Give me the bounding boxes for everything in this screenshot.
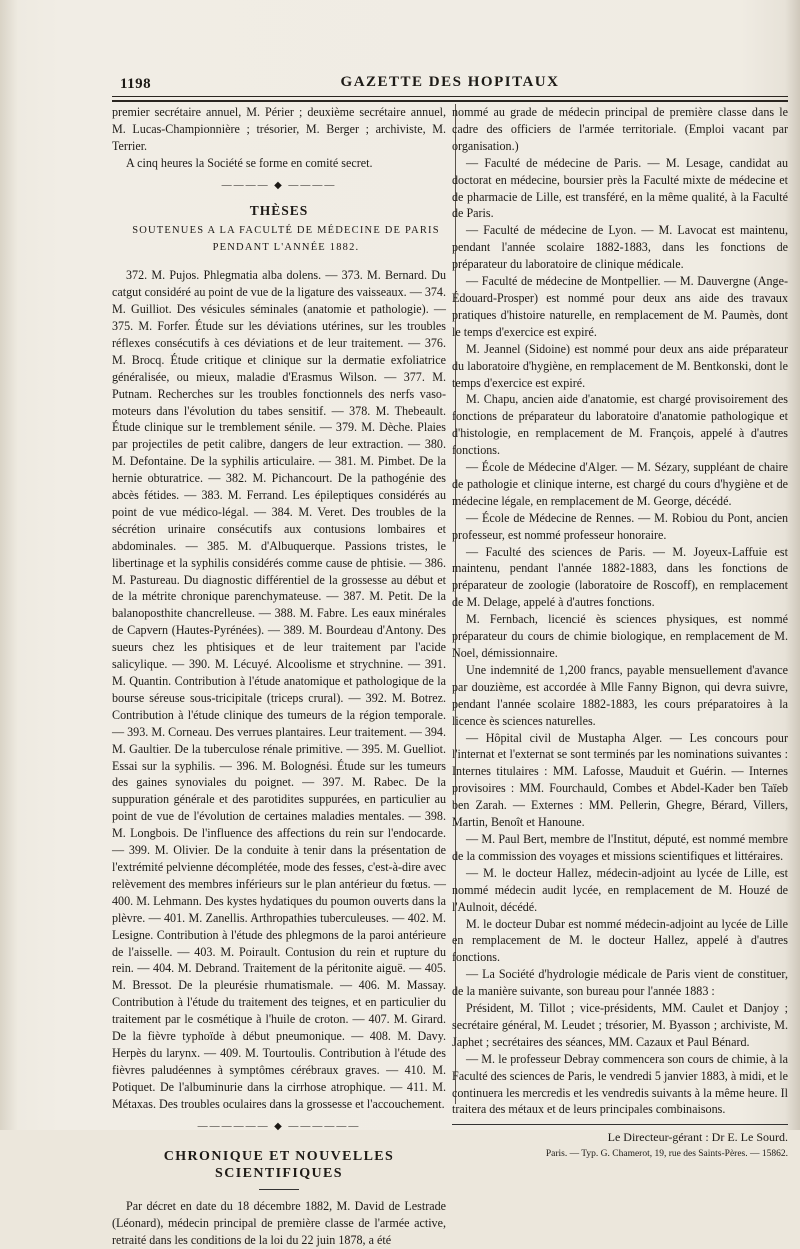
news-paragraph: — La Société d'hydrologie médicale de Paris vient de constituer, de la manière suivante, son bureau pour l'année 1883 : bbox=[452, 967, 788, 999]
theses-list: 372. M. Pujos. Phlegmatia alba dolens. — 373. M. Bernard. Du catgut considéré au point de vue de la ligature des vaisseaux. — 374. M. Guilliot. Des vésicules séminales (anatomie et pathologie). — 375. M. Forfer. Étude sur les déviations utérines, sur les troubles réflexes consécutifs à ces déviations et de leur traitement. — 376. M. Brocq. Étude critique et clinique sur la dermatie exfoliatrice généralisée, ou mieux, maladie d'Erasmus Wilson. — 377. M. Putnam. Recherches sur les troubles fonctionnels des nerfs vaso-moteurs dans l'évolution du tabes sensitif. — 378. M. Thebeault. Étude clinique sur le tremblement sénile. — 379. M. Dèche. Plaies par projectiles de petit calibre, dangers de leur extraction. — 380. M. Defontaine. De la syphilis articulaire. — 381. M. Pimbet. De la hernie obturatrice. — 382. M. Pichancourt. De la pathogénie des abcès fétides. — 383. M. Ferrand. Les épileptiques considérés au point de vue médico-légal. — 384. M. Veret. Des troubles de la sécrétion urinaire consécutifs aux contusions lombaires et abdominales. — 385. M. d'Albuquerque. Passions tristes, le libertinage et la syphilis considérés comme cause de phtisie. — 386. M. Pastureau. Du diagnostic différentiel de la grossesse au début et de la métrite chronique parenchymateuse. — 387. M. Petit. De la balanoposthite chancrelleuse. — 388. M. Fabre. Les eaux minérales de Capvern (Hautes-Pyrénées). — 389. M. Bourdeau d'Antony. Des sueurs chez les phtisiques et de leur traitement par l'acide salicylique. — 390. M. Lécuyé. Alcoolisme et strychnine. — 391. M. Quantin. Contribution à l'étude anatomique et pathologique de la bourse séreuse sous-tricipitale (triceps crural). — 392. M. Botrez. Contribution à l'étude clinique des tumeurs de la région temporale. — 393. M. Corneau. Des verrues plantaires. Leur traitement. — 394. M. Gaultier. De la tuberculose rénale primitive. — 395. M. Guelliot. Essai sur la syphilis. — 396. M. Bolognési. Étude sur les tumeurs des gaines synoviales du poignet. — 397. M. Rabec. De la suppuration générale et des parotidites suppurées, en particulier au point de vue de l'évolution de certaines maladies mentales. — 398. M. Longbois. De l'influence des affections du rein sur l'endocarde. — 399. M. Olivier. De la conduite à tenir dans la présentation de l'extrémité pelvienne décomplétée, mode des fesses, c'est-à-dire avec relèvement des membres inférieurs sur le plan antérieur du fœtus. — 400. M. Lehmann. Des kystes hydatiques du poumon ouverts dans la plèvre. — 401. M. Zanellis. Arthropathies tuberculeuses. — 402. M. Lesigne. Contribution à l'étude des phlegmons de la paroi antérieure de l'aisselle. — 403. M. Poirault. Contusion du rein et rupture du rein. — 404. M. Debrand. Traitement de la péritonite aiguë. — 405. M. Bressot. De la pleurésie rhumatismale. — 406. M. Massay. Contribution à l'étude du traitement des teignes, et en particulier du traitement par le cosmétique à l'huile de croton. — 407. M. Girard. De la fièvre typhoïde à début pneumonique. — 408. M. Davy. Herpès du larynx. — 409. M. Tourtoulis. Contribution à l'étude des fièvres paludéennes à symptômes cérébraux graves. — 410. M. Potiquet. De l'albuminurie dans la cirrhose atrophique. — 411. M. Métaxas. Des troubles oculaires dans la grossesse et l'accouchement. bbox=[112, 268, 446, 1111]
header-double-rule bbox=[112, 100, 788, 102]
header-rule bbox=[112, 96, 788, 97]
news-paragraph: — M. Paul Bert, membre de l'Institut, député, est nommé membre de la commission des voyages et missions scientifiques et littéraires. bbox=[452, 831, 788, 863]
spacer bbox=[112, 257, 446, 267]
printer-line: Paris. — Typ. G. Chamerot, 19, rue des Saints-Pères. — 15862. bbox=[545, 1149, 788, 1160]
chronique-title: CHRONIQUE ET NOUVELLES SCIENTIFIQUES bbox=[163, 1149, 395, 1182]
news-paragraph: — M. le professeur Debray commencera son cours de chimie, à la Faculté des sciences de Paris, le vendredi 5 janvier 1883, à midi, et le continuera les mercredis et les vendredis suivants à la même heure. Il traitera des métaux et de leurs principales combinaisons. bbox=[452, 1051, 788, 1117]
news-paragraph: Une indemnité de 1,200 francs, payable mensuellement d'avance par douzième, est accordée à Mlle Fanny Bignon, qui devra suivre, pendant l'année scolaire 1882-1883, les cours préparatoires à la licence ès sciences naturelles. bbox=[452, 662, 788, 728]
intro-paragraph-2: A cinq heures la Société se forme en comité secret. bbox=[126, 155, 373, 170]
right-column bbox=[452, 104, 788, 1163]
intro-paragraph: premier secrétaire annuel, M. Périer ; deuxième secrétaire annuel, M. Lucas-Championnière ; trésorier, M. Berger ; archiviste, M. Terrier. bbox=[112, 105, 446, 153]
signature-rule bbox=[452, 1124, 788, 1125]
chronique-paragraph: Par décret en date du 18 décembre 1882, M. David de Lestrade (Léonard), médecin principal de première classe de l'armée active, retraité dans les conditions de la loi du 22 juin 1878, a été bbox=[112, 1199, 446, 1248]
news-paragraph: — Hôpital civil de Mustapha Alger. — Les concours pour l'internat et l'externat se sont terminés par les nominations suivantes : Internes titulaires : MM. Lafosse, Mauduit et Guérin. — Internes provisoires : MM. Fourchauld, Combes et Abdel-Kader ben Taïeb ben Zarah. — Externes : MM. Pellerin, Ghegre, Bérard, Villers, Martin, Benoît et Hanoune. bbox=[452, 730, 788, 830]
news-paragraph: — Faculté de médecine de Lyon. — M. Lavocat est maintenu, pendant l'année scolaire 1882-1883, dans les fonctions de préparateur du laboratoire de clinique médicale. bbox=[452, 223, 788, 272]
page-header bbox=[112, 72, 788, 96]
short-rule bbox=[259, 1189, 299, 1190]
news-paragraph: nommé au grade de médecin principal de première classe dans le cadre des officiers de l'armée territoriale. (Emploi vacant par organisation.) bbox=[452, 105, 788, 153]
theses-subtitle-year: PENDANT L'ANNÉE 1882. bbox=[212, 242, 360, 254]
news-paragraph: — Faculté de médecine de Montpellier. — M. Dauvergne (Ange-Édouard-Prosper) est nommé pour deux ans aide des travaux pratiques d'histoire naturelle, en remplacement de M. Paumès, dont le temps d'exercice est expiré. bbox=[452, 274, 788, 339]
section-separator: ———— ◆ ———— bbox=[221, 179, 337, 191]
newspaper-title: GAZETTE DES HOPITAUX bbox=[340, 74, 560, 90]
left-column bbox=[112, 104, 446, 1249]
news-paragraph: — Faculté de médecine de Paris. — M. Lesage, candidat au doctorat en médecine, boursier près la Faculté mixte de médecine et de pharmacie de Lille, est transféré, en la même qualité, à la Faculté de Paris. bbox=[452, 155, 788, 221]
news-paragraph: — M. le docteur Hallez, médecin-adjoint au lycée de Lille, est nommé médecin audit lycée, en remplacement de M. Houzé de l'Aulnoit, décédé. bbox=[452, 865, 788, 914]
page-number: 1198 bbox=[120, 76, 152, 92]
news-paragraph: M. Chapu, ancien aide d'anatomie, est chargé provisoirement des fonctions de préparateur du laboratoire d'anatomie pathologique et d'histologie, en remplacement de M. François, appelé à d'autres fonctions. bbox=[452, 392, 788, 458]
theses-title: THÈSES bbox=[249, 202, 309, 218]
section-separator-2: —————— ◆ —————— bbox=[197, 1120, 361, 1132]
news-paragraph: — Faculté des sciences de Paris. — M. Joyeux-Laffuie est maintenu, pendant l'année 1882-1883, dans les fonctions de préparateur de zoologie (laboratoire de Roscoff), en remplacement de M. Delage, appelé à d'autres fonctions. bbox=[452, 544, 788, 610]
theses-subtitle: SOUTENUES A LA FACULTÉ DE MÉDECINE DE PARIS bbox=[132, 225, 440, 237]
news-paragraph: Président, M. Tillot ; vice-présidents, MM. Caulet et Danjoy ; secrétaire général, M. Leudet ; trésorier, M. Byasson ; archiviste, M. Japhet ; secrétaires des séances, MM. Cazaux et Paul Bénard. bbox=[452, 1001, 788, 1049]
news-paragraph: M. le docteur Dubar est nommé médecin-adjoint au lycée de Lille en remplacement de M. le docteur Hallez, appelé à d'autres fonctions. bbox=[452, 916, 788, 965]
director-signature: Le Directeur-gérant : Dr E. Le Sourd. bbox=[607, 1130, 788, 1145]
news-paragraph: M. Fernbach, licencié ès sciences physiques, est nommé préparateur du cours de chimie biologique, en remplacement de M. Noel, démissionnaire. bbox=[452, 612, 788, 660]
news-paragraph: — École de Médecine de Rennes. — M. Robiou du Pont, ancien professeur, est nommé professeur honoraire. bbox=[452, 510, 788, 542]
news-paragraph: — École de Médecine d'Alger. — M. Sézary, suppléant de chaire de pathologie et clinique interne, est chargé du cours d'hygiène et de médecine légale, en remplacement de M. George, décédé. bbox=[452, 460, 788, 508]
news-paragraph: M. Jeannel (Sidoine) est nommé pour deux ans aide préparateur du laboratoire d'hygiène, en remplacement de M. Bentkonski, dont le temps d'exercice est expiré. bbox=[452, 341, 788, 390]
